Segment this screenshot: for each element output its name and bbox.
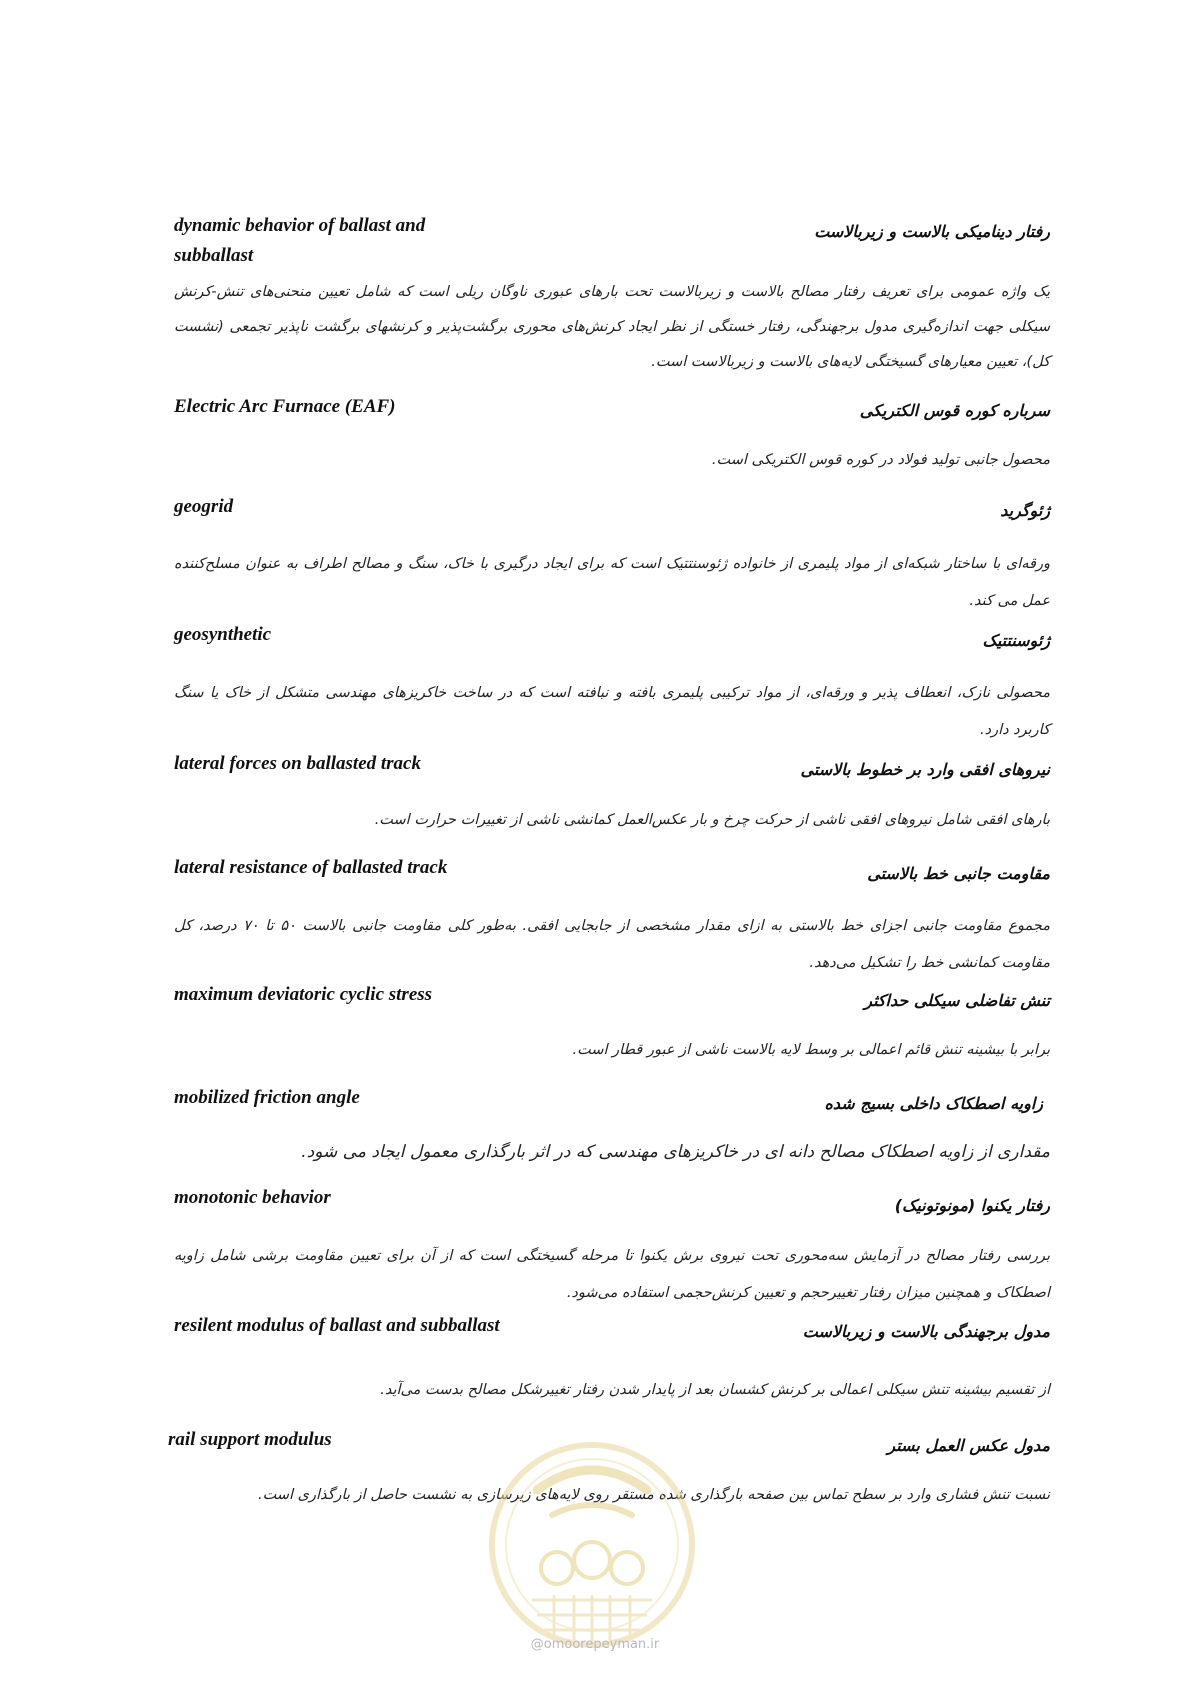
term-en: Electric Arc Furnace (EAF) [174,396,396,417]
term-definition: مجموع مقاومت جانبی اجزای خط بالاستی به ازای مقدار مشخصی از جابجایی افقی. به‌طور کلی مقاومت جانبی بالاست ۵۰ تا ۷۰ درصد، کل مقاومت کمانشی خط را تشکیل می‌دهد. [174,918,1050,971]
term-en: geogrid [174,496,234,517]
term-en: rail support modulus [168,1429,332,1450]
term-definition: بارهای افقی شامل نیروهای افقی ناشی از حرکت چرخ و بار عکس‌العمل کمانشی ناشی از تغییرات حرارت است. [374,812,1050,828]
term-fa: نیروهای افقی وارد بر خطوط بالاستی [800,760,1050,779]
term-definition: یک واژه عمومی برای تعریف رفتار مصالح بالاست و زیربالاست تحت بارهای عبوری ناوگان ریلی است که شامل تعیین منحنی‌های تنش-کرنش سیکلی جهت اندازه‌گیری مدول برجهندگی، رفتار خستگی از نظر ایجاد کرنش‌های محوری برگشت‌پذیر و کرنشهای برگشت ناپذیر تجمعی (نشست کل)، تعیین معیارهای گسیختگی لایه‌های بالاست و زیربالاست است. [174,284,1050,370]
term-en: maximum deviatoric cyclic stress [174,984,433,1005]
term-fa: زاویه اصطکاک داخلی بسیج شده [824,1094,1043,1113]
term-fa: مدول برجهندگی بالاست و زیربالاست [802,1322,1050,1341]
term-definition: نسبت تنش فشاری وارد بر سطح تماس بین صفحه بارگذاری شده مستقر روی لایه‌های زیرسازی به نشست حاصل از بارگذاری است. [258,1487,1050,1503]
term-definition: ورقه‌ای با ساختار شبکه‌ای از مواد پلیمری از خانواده ژئوسنتتیک است که برای ایجاد درگیری با خاک، سنگ و مصالح اطراف به عنوان مسلح‌کننده عمل می کند. [174,556,1050,609]
term-definition: مقداری از زاویه اصطکاک مصالح دانه ای در خاکریزهای مهندسی که در اثر بارگذاری معمول ایجاد می شود. [301,1142,1050,1162]
omoorepeyman-seal-icon [482,1420,702,1670]
term-definition: محصول جانبی تولید فولاد در کوره قوس الکتریکی است. [711,452,1050,468]
term-en: monotonic behavior [174,1187,331,1208]
term-en: geosynthetic [174,624,272,645]
term-fa: سرباره کوره قوس الکتریکی [859,401,1050,420]
term-en: mobilized friction angle [174,1087,360,1108]
term-fa: ژئوسنتتیک [982,631,1050,650]
term-en: lateral forces on ballasted track [174,753,421,774]
term-en: resilent modulus of ballast and subballast [174,1315,500,1336]
term-fa: ژئوگرید [1000,501,1050,520]
term-definition: محصولی نازک، انعطاف پذیر و ورقه‌ای، از مواد ترکیبی پلیمری بافته و نبافته است که در ساخت خاکریزهای مهندسی متشکل از خاک یا سنگ کاربرد دارد. [174,685,1050,738]
term-definition: بررسی رفتار مصالح در آزمایش سه‌محوری تحت نیروی برش یکنوا تا مرحله گسیختگی است که از آن برای تعیین مقاومت برشی شامل زاویه اصطکاک و همچنین میزان رفتار تغییرحجم و تعیین کرنش‌حجمی استفاده می‌شود. [174,1248,1050,1301]
term-fa: مقاومت جانبی خط بالاستی [867,864,1050,883]
term-fa: تنش تفاضلی سیکلی حداکثر [864,991,1050,1010]
term-en: dynamic behavior of ballast and subballast [174,215,426,266]
watermark-logo [482,1420,702,1670]
term-fa: رفتار یکنوا (مونوتونیک) [894,1196,1050,1215]
term-en: lateral resistance of ballasted track [174,857,448,878]
watermark-text: @omoorepeyman.ir [530,1637,660,1652]
term-fa: مدول عکس العمل بستر [887,1436,1050,1455]
term-fa: رفتار دینامیکی بالاست و زیربالاست [814,222,1050,241]
term-definition: از تقسیم بیشینه تنش سیکلی اعمالی بر کرنش کشسان بعد از پایدار شدن رفتار تغییرشکل مصالح بدست می‌آید. [380,1382,1050,1398]
term-definition: برابر با بیشینه تنش قائم اعمالی بر وسط لایه بالاست ناشی از عبور قطار است. [572,1042,1050,1058]
